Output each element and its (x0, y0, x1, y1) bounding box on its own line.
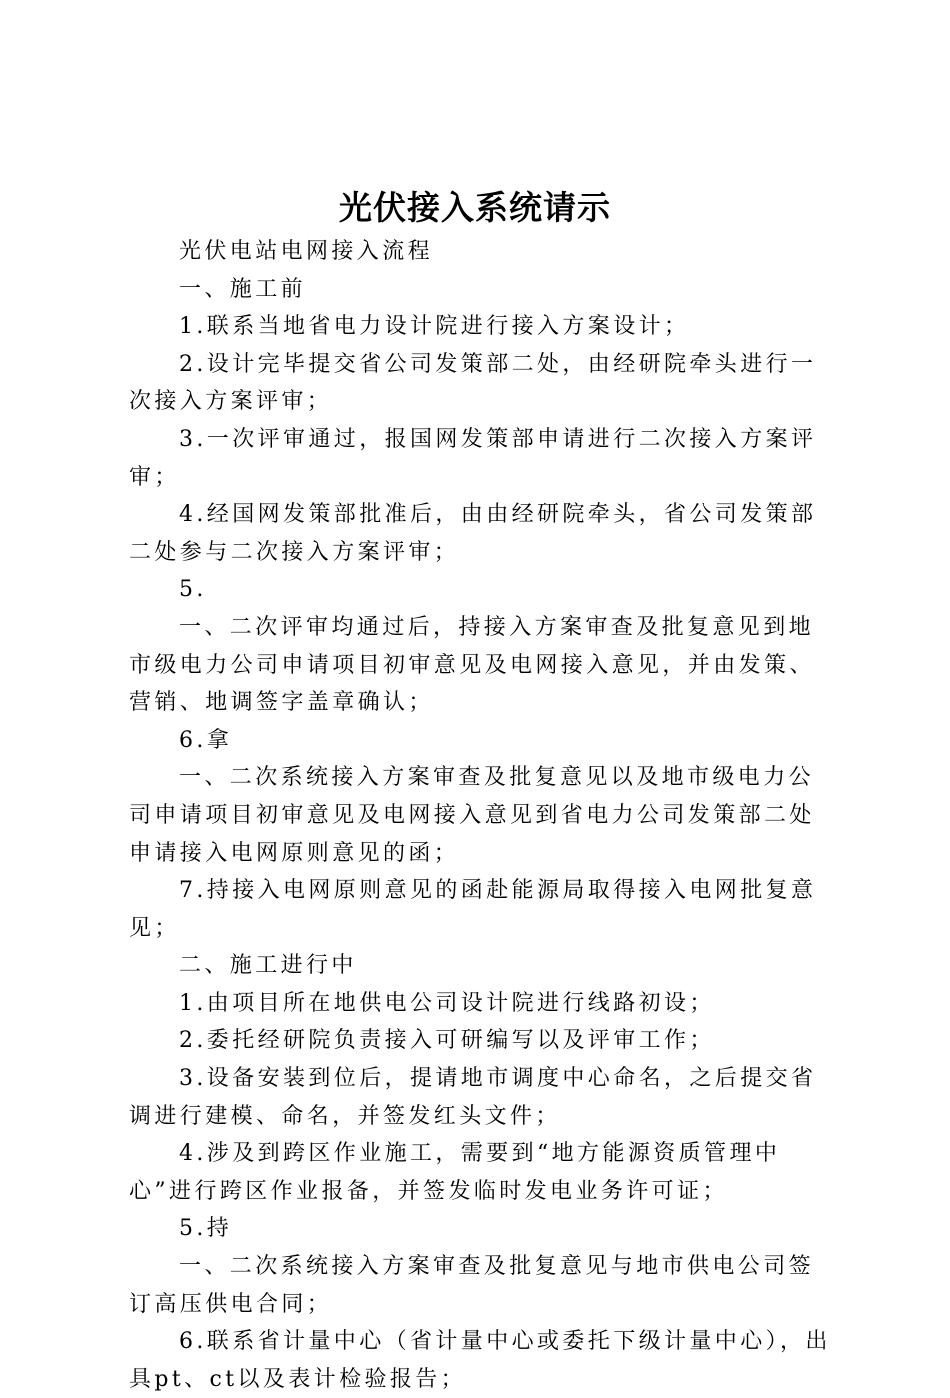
paragraph-step-5: 5. (179, 577, 207, 603)
paragraph-step-2: 2.设计完毕提交省公司发策部二处，由经研院牵头进行一次接入方案评审； (129, 351, 817, 415)
paragraph-step-b3: 3.设备安装到位后，提请地市调度中心命名，之后提交省调进行建模、命名，并签发红头文件； (129, 1066, 817, 1129)
paragraph-step-5-body: 一、二次评审均通过后，持接入方案审查及批复意见到地市级电力公司申请项目初审意见及电网接入意见，并由发策、营销、地调签字盖章确认； (129, 614, 815, 716)
paragraph-section-during-construction: 二、施工进行中 (179, 953, 357, 979)
paragraph-step-6: 6.拿 (179, 727, 233, 753)
document-title: 光伏接入系统请示 (339, 188, 611, 227)
paragraph-step-6-body: 一、二次系统接入方案审查及批复意见以及地市级电力公司申请项目初审意见及电网接入意见到省电力公司发策部二处申请接入电网原则意见的函； (129, 765, 815, 866)
paragraph-step-4: 4.经国网发策部批准后，由由经研院牵头，省公司发策部二处参与二次接入方案评审； (129, 502, 817, 565)
paragraph-step-1: 1.联系当地省电力设计院进行接入方案设计； (179, 314, 690, 340)
paragraph-step-b4: 4.涉及到跨区作业施工，需要到“地方能源资质管理中心”进行跨区作业报备，并签发临时发电业务许可证； (129, 1141, 781, 1204)
paragraph-process-heading: 光伏电站电网接入流程 (179, 239, 434, 264)
paragraph-step-b6: 6.联系省计量中心（省计量中心或委托下级计量中心），出具pt、ct以及表计检验报告； (129, 1329, 831, 1392)
paragraph-step-7: 7.持接入电网原则意见的函赴能源局取得接入电网批复意见； (129, 878, 817, 941)
paragraph-step-b1: 1.由项目所在地供电公司设计院进行线路初设； (179, 990, 715, 1016)
paragraph-step-3: 3.一次评审通过，报国网发策部申请进行二次接入方案评审； (129, 426, 817, 490)
paragraph-step-b5-body: 一、二次系统接入方案审查及批复意见与地市供电公司签订高压供电合同； (129, 1254, 815, 1317)
paragraph-section-before-construction: 一、施工前 (179, 276, 307, 302)
paragraph-step-b2: 2.委托经研院负责接入可研编写以及评审工作； (179, 1028, 715, 1054)
document-body (129, 233, 834, 1398)
paragraph-step-b5: 5.持 (179, 1216, 233, 1242)
